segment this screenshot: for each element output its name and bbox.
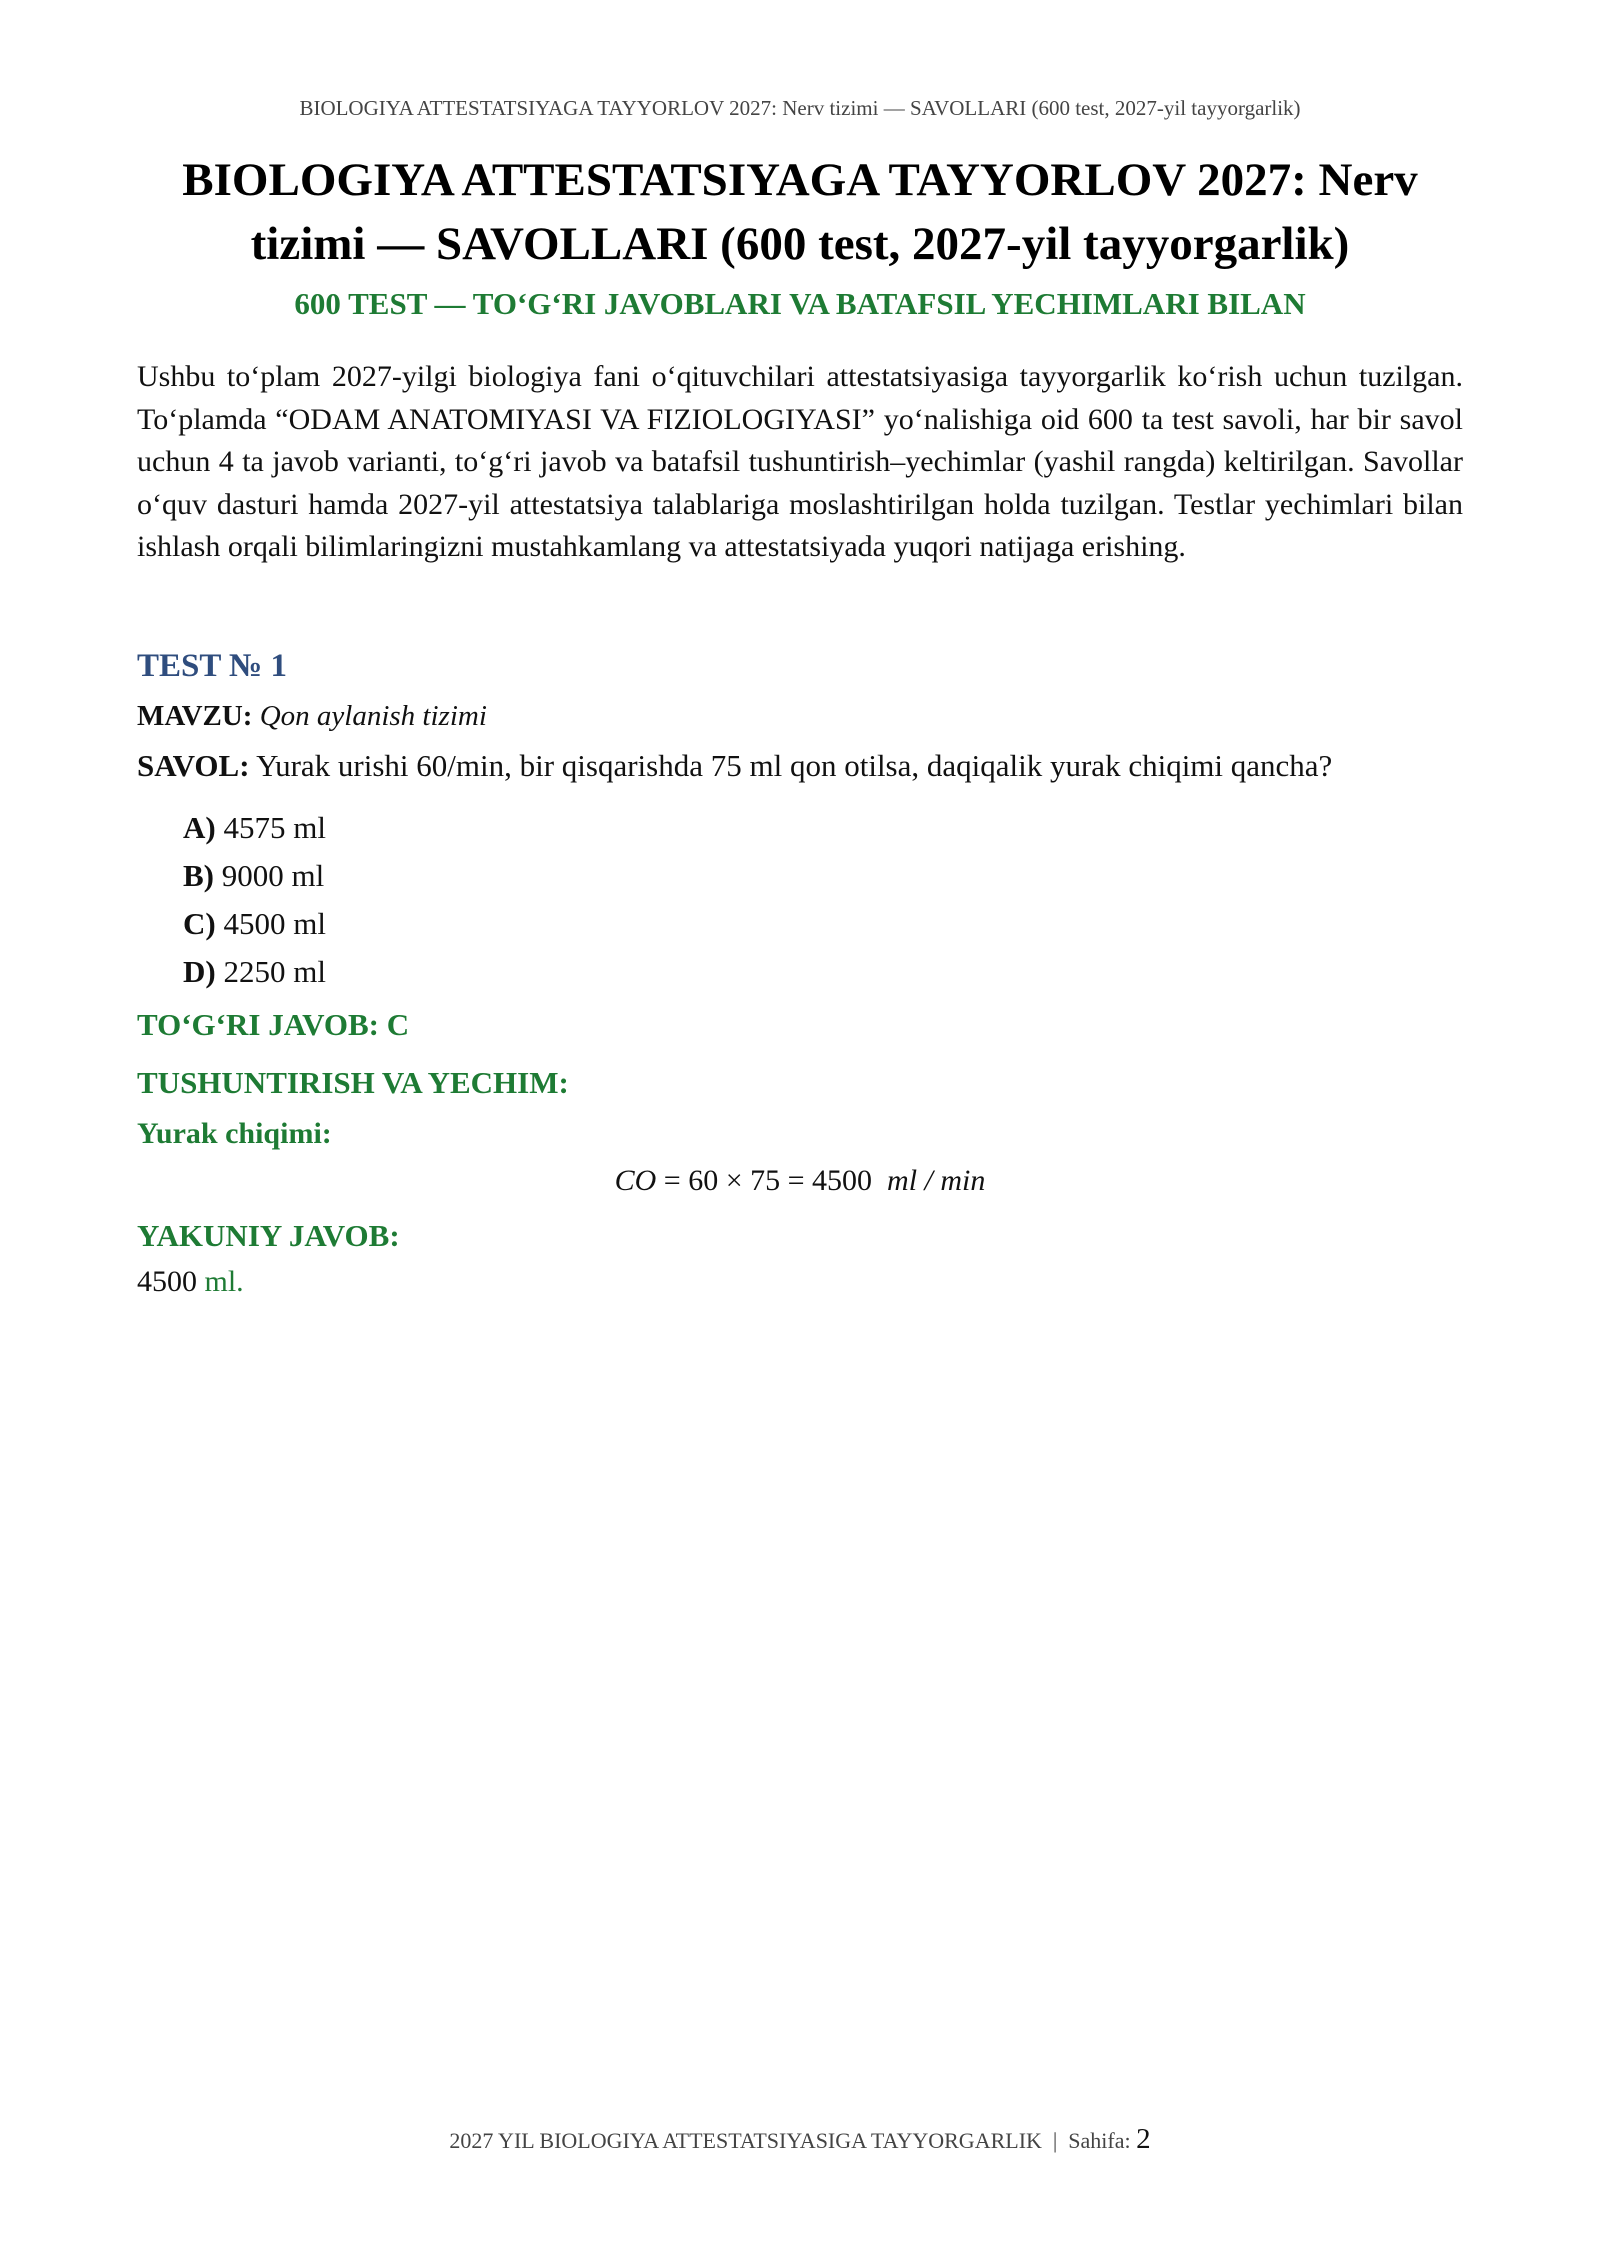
formula-expression: = 60 × 75 = 4500 xyxy=(656,1164,888,1197)
question-label: SAVOL: xyxy=(137,748,250,783)
title-line-1: BIOLOGIYA ATTESTATSIYAGA TAYYORLOV 2027: Nerv xyxy=(182,154,1418,206)
formula-lhs: CO xyxy=(614,1164,657,1197)
option-text: 4500 ml xyxy=(223,906,326,941)
intro-paragraph: Ushbu to‘plam 2027-yilgi biologiya fani o‘qituvchilari attestatsiyasiga tayyorgarlik ko‘rish uchun tuzilgan. To‘plamda “ODAM ANATOMIYASI VA FIZIOLOGIYASI” yo‘nalishiga oid 600 ta test savoli, har bir savol uchun 4 ta javob varianti, to‘g‘ri javob va batafsil tushuntirish–yechimlar (yashil rangda) keltirilgan. Savollar o‘quv dasturi hamda 2027-yil attestatsiya talablariga moslashtirilgan holda tuzilgan. Testlar yechimlari bilan ishlash orqali bilimlaringizni mustahkamlang va attestatsiyada yuqori natijaga erishing. xyxy=(137,360,1463,563)
test-heading: TEST № 1 xyxy=(137,648,287,684)
answer-options xyxy=(183,808,326,1000)
footer-text: 2027 YIL BIOLOGIYA ATTESTATSIYASIGA TAYYORGARLIK | Sahifa: xyxy=(449,2128,1137,2153)
option-text: 4575 ml xyxy=(223,810,326,845)
page-footer xyxy=(0,2123,1600,2156)
question-text: Yurak urishi 60/min, bir qisqarishda 75 ml qon otilsa, daqiqalik yurak chiqimi qancha? xyxy=(256,748,1333,783)
formula-unit: ml / min xyxy=(887,1164,986,1197)
option-b xyxy=(183,856,326,904)
page-number: 2 xyxy=(1136,2123,1151,2155)
final-answer-heading: YAKUNIY JAVOB: xyxy=(137,1218,400,1253)
page-subtitle: 600 TEST — TO‘G‘RI JAVOBLARI VA BATAFSIL YECHIMLARI BILAN xyxy=(294,286,1306,321)
explanation-heading: TUSHUNTIRISH VA YECHIM: xyxy=(137,1065,569,1100)
question-line xyxy=(137,748,1332,784)
final-answer xyxy=(137,1265,244,1299)
formula xyxy=(0,1164,1600,1198)
option-c xyxy=(183,904,326,952)
page-title xyxy=(120,148,1480,276)
option-letter: D) xyxy=(183,954,216,989)
option-letter: A) xyxy=(183,810,216,845)
topic-line xyxy=(137,700,487,733)
solution-step-heading: Yurak chiqimi: xyxy=(137,1117,332,1150)
final-answer-value: 4500 xyxy=(137,1265,197,1298)
final-answer-unit: ml. xyxy=(197,1265,244,1298)
option-d xyxy=(183,952,326,1000)
topic-value: Qon aylanish tizimi xyxy=(259,700,487,732)
option-letter: B) xyxy=(183,858,214,893)
running-header: BIOLOGIYA ATTESTATSIYAGA TAYYORLOV 2027: Nerv tizimi — SAVOLLARI (600 test, 2027-yil tayyorgarlik) xyxy=(299,96,1301,120)
option-letter: C) xyxy=(183,906,216,941)
title-line-2: tizimi — SAVOLLARI (600 test, 2027-yil tayyorgarlik) xyxy=(250,218,1350,270)
option-text: 2250 ml xyxy=(223,954,326,989)
correct-answer: TO‘G‘RI JAVOB: C xyxy=(137,1007,410,1042)
option-text: 9000 ml xyxy=(221,858,325,893)
option-a xyxy=(183,808,326,856)
topic-label: MAVZU: xyxy=(137,700,253,732)
